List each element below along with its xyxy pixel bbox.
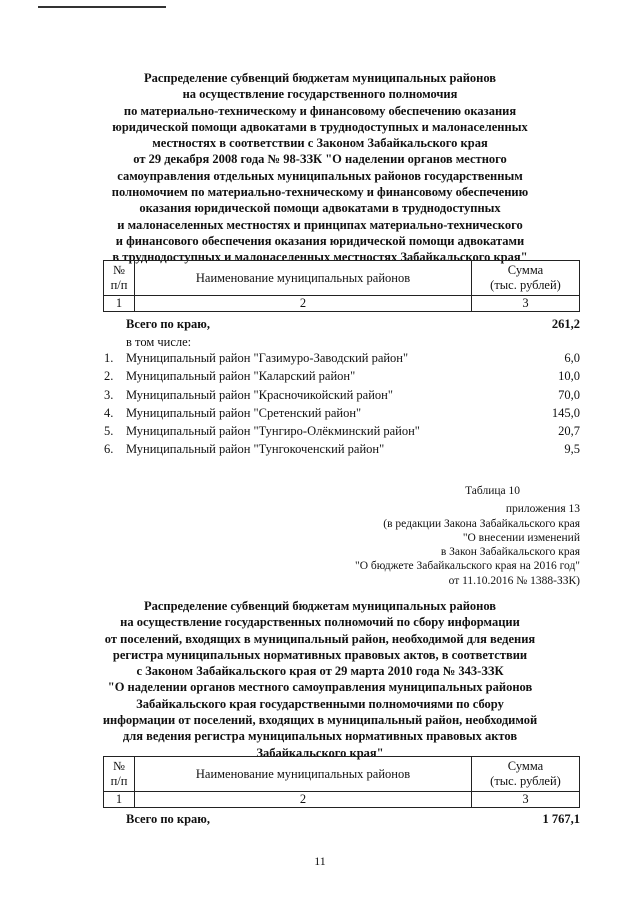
section2-heading <box>60 598 580 761</box>
district-row <box>104 422 580 440</box>
heading-line: "О наделении органов местного самоуправления муниципальных районов <box>107 680 533 695</box>
heading-line: информации от поселений, входящих в муниципальный район, необходимой <box>102 713 538 728</box>
col-sum-header: Сумма (тыс. рублей) <box>472 757 580 792</box>
row-number: 3. <box>104 387 114 402</box>
heading-line: от поселений, входящих в муниципальный район, необходимой для ведения <box>104 631 536 646</box>
district-row <box>104 367 580 385</box>
heading-line: на осуществление государственного полномочия <box>182 87 458 102</box>
heading-line: Забайкальского края" <box>256 745 384 760</box>
district-name: Муниципальный район "Тунгиро-Олёкминский район" <box>126 424 420 439</box>
total-label: Всего по краю, <box>126 812 210 826</box>
caption-line: приложения 13 <box>505 503 580 516</box>
total-label: Всего по краю, <box>126 317 210 331</box>
heading-line: юридической помощи адвокатами в труднодоступных и малонаселенных <box>112 119 528 134</box>
heading-line: оказания юридической помощи адвокатами в труднодоступных <box>139 201 501 216</box>
top-rule <box>38 6 166 8</box>
district-row <box>104 349 580 367</box>
heading-line: Распределение субвенций бюджетам муниципальных районов <box>143 599 497 613</box>
caption-line: "О бюджете Забайкальского края на 2016 год" <box>355 560 580 573</box>
district-amount: 20,7 <box>558 424 580 439</box>
district-amount: 145,0 <box>551 405 580 420</box>
section1-table <box>103 260 580 312</box>
col-index: 1 <box>104 792 135 808</box>
district-amount: 6,0 <box>564 351 580 365</box>
section1-total <box>126 317 580 332</box>
row-number: 4. <box>104 405 114 420</box>
district-row <box>104 440 580 458</box>
caption-line: в Закон Забайкальского края <box>440 546 580 559</box>
heading-line: местностях в соответствии с Законом Забайкальского края <box>152 136 488 151</box>
col-number-header: № п/п <box>104 261 135 296</box>
caption-line: (в редакции Закона Забайкальского края <box>383 517 580 530</box>
heading-line: по материально-техническому и финансовому обеспечению оказания <box>123 103 517 118</box>
heading-line: от 29 декабря 2008 года № 98-ЗЗК "О наделении органов местного <box>133 152 507 167</box>
caption-line: от 11.10.2016 № 1388-ЗЗК) <box>448 574 580 587</box>
heading-line: полномочием по материально-техническому и финансовому обеспечению <box>111 185 529 200</box>
col-number-header: № п/п <box>104 757 135 792</box>
heading-line: на осуществление государственных полномочий по сбору информации <box>120 615 520 630</box>
col-name-header: Наименование муниципальных районов <box>135 757 472 792</box>
total-value: 1 767,1 <box>542 812 580 826</box>
section2-total <box>126 812 580 827</box>
section2-table <box>103 756 580 808</box>
heading-line: и малонаселенных местностях и принципах материально-технического <box>117 217 523 232</box>
district-row <box>104 404 580 422</box>
heading-line: для ведения регистра муниципальных нормативных правовых актов <box>122 729 518 744</box>
heading-line: с Законом Забайкальского края от 29 марта 2010 года № 343-ЗЗК <box>136 664 504 679</box>
caption-line: "О внесении изменений <box>462 531 580 544</box>
district-amount: 70,0 <box>558 387 580 402</box>
col-name-header: Наименование муниципальных районов <box>135 261 472 296</box>
district-amount: 10,0 <box>558 369 580 384</box>
row-number: 2. <box>104 369 114 384</box>
col-index: 1 <box>104 296 135 312</box>
district-name: Муниципальный район "Каларский район" <box>126 369 356 384</box>
col-sum-header: Сумма (тыс. рублей) <box>472 261 580 296</box>
col-index: 2 <box>135 296 472 312</box>
heading-line: в труднодоступных и малонаселенных местностях Забайкальского края" <box>112 250 528 265</box>
heading-line: регистра муниципальных нормативных правовых актов, в соответствии <box>112 647 528 662</box>
row-number: 6. <box>104 442 114 457</box>
caption-lines <box>300 502 580 588</box>
heading-line: Распределение субвенций бюджетам муниципальных районов <box>143 71 497 85</box>
page-number: 11 <box>314 854 326 868</box>
row-number: 5. <box>104 424 114 439</box>
section1-heading <box>60 70 580 266</box>
total-value: 261,2 <box>551 317 580 331</box>
district-name: Муниципальный район "Газимуро-Заводский район" <box>126 351 409 365</box>
heading-line: самоуправления отдельных муниципальных районов государственным <box>117 168 523 183</box>
district-name: Муниципальный район "Красночикойский район" <box>126 387 393 402</box>
table-caption <box>300 484 580 588</box>
table-label: Таблица 10 <box>465 485 520 497</box>
col-index: 2 <box>135 792 472 808</box>
heading-line: Забайкальского края государственными полномочиями по сбору <box>136 696 504 711</box>
heading-line: и финансового обеспечения оказания юридической помощи адвокатами <box>115 233 525 248</box>
col-index: 3 <box>472 792 580 808</box>
subtotal-label: в том числе: <box>126 335 192 349</box>
row-number: 1. <box>104 351 114 365</box>
district-row <box>104 386 580 404</box>
district-name: Муниципальный район "Сретенский район" <box>126 405 362 420</box>
district-list <box>104 349 580 459</box>
district-amount: 9,5 <box>564 442 580 457</box>
col-index: 3 <box>472 296 580 312</box>
district-name: Муниципальный район "Тунгокоченский район" <box>126 442 385 457</box>
